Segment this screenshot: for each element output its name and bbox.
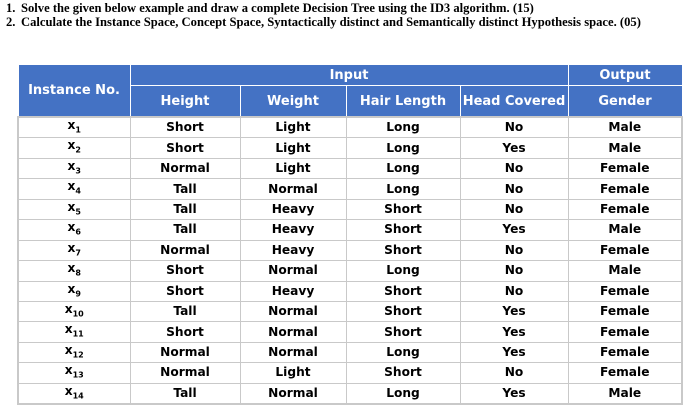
cell-head-covered: No (460, 179, 568, 199)
instance-id-cell (18, 301, 130, 321)
instance-id-cell (18, 281, 130, 301)
cell-height: Short (130, 138, 240, 158)
cell-hair-length: Long (346, 158, 460, 178)
instance-id-cell (18, 261, 130, 281)
question-text: Solve the given below example and draw a complete Decision Tree using the ID3 algorithm. (15) (21, 1, 534, 15)
table-body (18, 117, 682, 404)
cell-weight: Heavy (240, 220, 346, 240)
cell-weight: Heavy (240, 281, 346, 301)
cell-weight: Light (240, 363, 346, 383)
cell-gender: Female (568, 158, 682, 178)
cell-gender: Female (568, 322, 682, 342)
cell-head-covered: No (460, 158, 568, 178)
cell-gender: Female (568, 342, 682, 362)
question-text: Calculate the Instance Space, Concept Space, Syntactically distinct and Semantically distinct Hypothesis space. (05) (21, 14, 641, 29)
cell-weight: Normal (240, 179, 346, 199)
cell-hair-length: Long (346, 383, 460, 404)
instance-no-header: Instance No. (18, 65, 130, 117)
data-table (17, 65, 683, 405)
cell-height: Tall (130, 220, 240, 240)
cell-height: Normal (130, 240, 240, 260)
cell-height: Normal (130, 158, 240, 178)
cell-hair-length: Long (346, 261, 460, 281)
instance-id-subscript: 5 (75, 207, 81, 217)
cell-height: Tall (130, 179, 240, 199)
output-header: Output (568, 65, 682, 86)
cell-gender: Male (568, 383, 682, 404)
instance-id-letter: x (67, 240, 76, 255)
question-2 (6, 16, 696, 30)
table-row (18, 199, 682, 219)
column-header-head-covered: Head Covered (460, 86, 568, 118)
cell-hair-length: Short (346, 240, 460, 260)
instance-id-letter: x (67, 261, 76, 276)
cell-gender: Female (568, 240, 682, 260)
table-row (18, 322, 682, 342)
instance-id-subscript: 13 (72, 370, 84, 380)
cell-height: Tall (130, 383, 240, 404)
cell-weight: Normal (240, 261, 346, 281)
instance-id-subscript: 4 (75, 186, 81, 196)
cell-height: Tall (130, 301, 240, 321)
cell-head-covered: Yes (460, 301, 568, 321)
table-row (18, 179, 682, 199)
cell-weight: Normal (240, 342, 346, 362)
instance-id-subscript: 10 (72, 309, 84, 319)
instance-id-subscript: 9 (75, 288, 81, 298)
cell-hair-length: Short (346, 199, 460, 219)
instance-id-letter: x (64, 301, 73, 316)
cell-head-covered: No (460, 199, 568, 219)
cell-head-covered: Yes (460, 138, 568, 158)
question-number: 2. (6, 14, 16, 29)
instance-id-letter: x (64, 342, 73, 357)
instance-id-letter: x (64, 363, 73, 378)
instance-id-letter: x (67, 118, 76, 132)
instance-id-letter: x (67, 179, 76, 194)
instance-id-cell (18, 199, 130, 219)
instance-id-subscript: 8 (75, 268, 81, 278)
instance-id-subscript: 14 (72, 391, 84, 401)
instance-id-cell (18, 322, 130, 342)
table-row (18, 261, 682, 281)
instance-id-cell (18, 383, 130, 404)
cell-height: Short (130, 117, 240, 138)
instance-id-letter: x (67, 199, 76, 214)
table-row (18, 363, 682, 383)
column-header-hair-length: Hair Length (346, 86, 460, 118)
instance-id-letter: x (67, 138, 76, 153)
question-number: 1. (6, 1, 16, 15)
column-header-weight: Weight (240, 86, 346, 118)
instance-id-cell (18, 363, 130, 383)
table-row (18, 220, 682, 240)
instance-id-cell (18, 220, 130, 240)
cell-gender: Female (568, 179, 682, 199)
instance-id-subscript: 3 (75, 166, 81, 176)
cell-hair-length: Long (346, 179, 460, 199)
cell-weight: Light (240, 158, 346, 178)
cell-head-covered: No (460, 240, 568, 260)
table-row (18, 158, 682, 178)
input-header: Input (130, 65, 568, 86)
cell-head-covered: Yes (460, 383, 568, 404)
cell-weight: Normal (240, 383, 346, 404)
cell-hair-length: Long (346, 138, 460, 158)
instance-id-cell (18, 240, 130, 260)
cell-weight: Light (240, 117, 346, 138)
cell-gender: Male (568, 117, 682, 138)
cell-height: Normal (130, 342, 240, 362)
instance-id-subscript: 2 (75, 145, 81, 155)
instance-id-letter: x (67, 220, 76, 235)
cell-height: Short (130, 322, 240, 342)
cell-gender: Female (568, 301, 682, 321)
cell-head-covered: No (460, 363, 568, 383)
cell-head-covered: No (460, 117, 568, 138)
cell-gender: Female (568, 363, 682, 383)
cell-gender: Male (568, 138, 682, 158)
table-row (18, 117, 682, 138)
cell-gender: Female (568, 199, 682, 219)
column-header-gender: Gender (568, 86, 682, 118)
table-row (18, 138, 682, 158)
table-row (18, 342, 682, 362)
instance-id-cell (18, 158, 130, 178)
cell-height: Short (130, 261, 240, 281)
cell-hair-length: Short (346, 363, 460, 383)
table-row (18, 281, 682, 301)
instance-id-letter: x (64, 322, 73, 337)
instance-id-cell (18, 138, 130, 158)
instance-id-subscript: 12 (72, 350, 84, 360)
instance-id-subscript: 11 (72, 329, 84, 339)
cell-head-covered: Yes (460, 322, 568, 342)
instance-id-letter: x (67, 281, 76, 296)
instance-id-subscript: 7 (75, 248, 81, 258)
question-1 (6, 2, 696, 16)
cell-hair-length: Short (346, 322, 460, 342)
cell-gender: Female (568, 281, 682, 301)
cell-hair-length: Short (346, 301, 460, 321)
instance-id-cell (18, 117, 130, 138)
cell-height: Normal (130, 363, 240, 383)
cell-height: Short (130, 281, 240, 301)
cell-gender: Male (568, 220, 682, 240)
cell-hair-length: Short (346, 220, 460, 240)
instance-id-letter: x (67, 158, 76, 173)
column-header-height: Height (130, 86, 240, 118)
cell-head-covered: Yes (460, 220, 568, 240)
cell-hair-length: Long (346, 342, 460, 362)
cell-weight: Light (240, 138, 346, 158)
table-row (18, 240, 682, 260)
instance-id-letter: x (64, 383, 73, 398)
cell-height: Tall (130, 199, 240, 219)
cell-head-covered: Yes (460, 342, 568, 362)
cell-head-covered: No (460, 281, 568, 301)
instance-id-subscript: 6 (75, 227, 81, 237)
cell-hair-length: Long (346, 117, 460, 138)
table-row (18, 301, 682, 321)
instance-id-cell (18, 342, 130, 362)
cell-weight: Normal (240, 322, 346, 342)
table-row (18, 383, 682, 404)
cell-weight: Normal (240, 301, 346, 321)
cell-head-covered: No (460, 261, 568, 281)
questions (6, 2, 696, 29)
cell-gender: Male (568, 261, 682, 281)
cell-hair-length: Short (346, 281, 460, 301)
cell-weight: Heavy (240, 240, 346, 260)
cell-weight: Heavy (240, 199, 346, 219)
instance-id-cell (18, 179, 130, 199)
instance-id-subscript: 1 (75, 125, 81, 135)
